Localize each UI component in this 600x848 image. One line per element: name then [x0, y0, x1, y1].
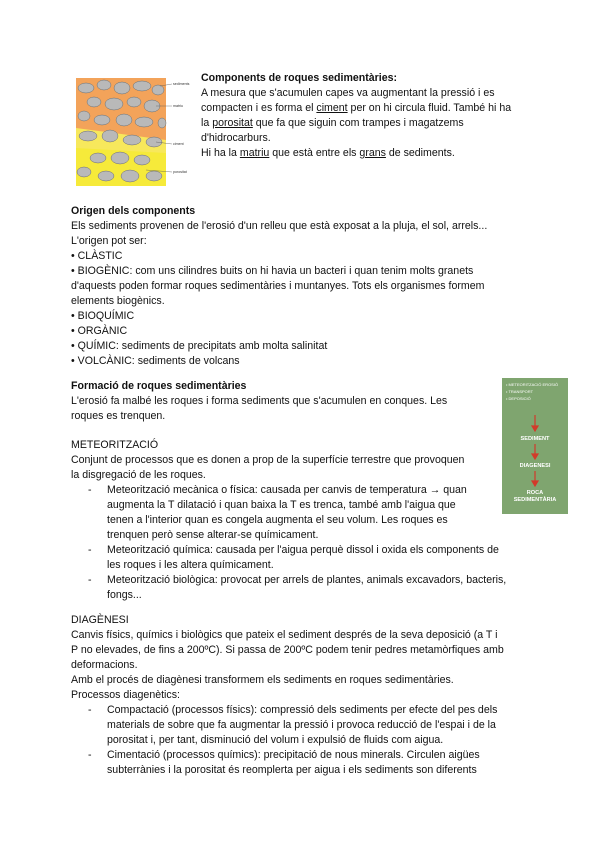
diagram-step-3: • DEPOSICIÓ: [506, 396, 531, 401]
origen-section: [71, 204, 541, 369]
components-line-4: d'hidrocarburs.: [201, 132, 271, 144]
sediment-components-figure: [76, 78, 198, 186]
components-line-5: Hi ha la matriu que està entre els grans de sediments.: [201, 147, 455, 159]
label-sediments: sediments: [173, 82, 190, 86]
meteoritzacio-section: [71, 438, 531, 483]
diagenesi-line-5: Processos diagenètics:: [71, 689, 180, 701]
diagenesi-line-1: Canvis físics, químics i biològics que pateix el sediment després de la seva deposició (a T i: [71, 629, 498, 641]
list-item: • QUÍMIC: sediments de precipitats amb molta salinitat: [71, 340, 328, 352]
list-item: • VOLCÀNIC: sediments de volcans: [71, 355, 240, 367]
list-item: d'aquests poden formar roques sedimentàries i muntanyes. Tots els organismes formem: [71, 280, 485, 292]
diagram-sedimentaria: SEDIMENTÀRIA: [513, 497, 557, 503]
list-item: - Meteorització química: causada per l'aigua perquè dissol i oxida els components de les roques i les altera químicament.: [88, 544, 499, 571]
components-line-2: compacten i es forma el ciment per on hi circula fluid. També hi ha: [201, 102, 512, 114]
list-item: • BIOQUÍMIC: [71, 310, 135, 322]
list-item: - Meteorització mecànica o física: causada per canvis de temperatura → quan augmenta la T dilatació i quan baixa la T es trenca, també amb l'aigua que tenen a l'interior quan es congela augmenta el seu volum. Les roques es trenquen però sense alterar-se químicament.: [88, 484, 467, 541]
grans-term: grans: [359, 147, 386, 159]
meteoritzacio-list: [88, 483, 527, 603]
label-ciment: ciment: [173, 142, 184, 146]
list-item: • BIOGÈNIC: com uns cilindres buits on hi havia un bacteri i quan tenim molts granets: [71, 265, 474, 277]
diagram-roca: ROCA: [526, 490, 544, 496]
diagram-sediment: SEDIMENT: [520, 436, 550, 442]
list-item: elements biogènics.: [71, 295, 165, 307]
components-title: Components de roques sedimentàries:: [201, 72, 398, 84]
meteoritzacio-line-1: Conjunt de processos que es donen a prop de la superfície terrestre que provoquen: [71, 454, 465, 466]
diagenesi-line-3: deformacions.: [71, 659, 138, 671]
sediment-layers-diagram: [76, 78, 198, 186]
list-item: - Cimentació (processos químics): precipitació de nous minerals. Circulen aigües subterrànies i la porositat és reomplerta per aigua i els sediments son diferents: [88, 749, 480, 776]
meteoritzacio-line-2: la disgregació de les roques.: [71, 469, 206, 481]
origen-line-1: Els sediments provenen de l'erosió d'un relleu que està exposat a la pluja, el sol, arrels...: [71, 220, 488, 232]
list-item: • ORGÀNIC: [71, 325, 128, 337]
porositat-term: porositat: [212, 117, 253, 129]
diagenesi-section: [71, 613, 541, 703]
label-matriu: matriu: [173, 104, 183, 108]
components-line-3: la porositat que fa que siguin com trampes i magatzems: [201, 117, 464, 129]
components-line-1: A mesura que s'acumulen capes va augmentant la pressió i es: [201, 87, 495, 99]
diagenesi-title: DIAGÈNESI: [71, 614, 129, 626]
meteoritzacio-title: METEORITZACIÓ: [71, 439, 159, 451]
list-item: • CLÀSTIC: [71, 250, 123, 262]
origen-list: [71, 249, 541, 369]
origen-title: Origen dels components: [71, 205, 196, 217]
list-item: - Compactació (processos físics): compressió dels sediments per efecte del pes dels materials de sobre que fa augmentar la pressió i provoca reducció de l'espai i de la porositat i, per tant, disminució del volum i expulsió de fluids com aigua.: [88, 704, 498, 746]
diagram-step-1: • METEORITZACIÓ EROSIÓ: [506, 382, 559, 387]
diagenesi-list: [88, 703, 527, 778]
diagenesi-line-2: P no elevades, de fins a 200ºC). Si passa de 200ºC podem tenir pedres metamòrfiques amb: [71, 644, 504, 656]
formacio-title: Formació de roques sedimentàries: [71, 380, 247, 392]
label-porositat: porositat: [173, 170, 187, 174]
formacio-line-1: L'erosió fa malbé les roques i forma sediments que s'acumulen en conques. Les: [71, 395, 448, 407]
list-item: - Meteorització biològica: provocat per arrels de plantes, animals excavadors, bacteris, fongs...: [88, 574, 507, 601]
origen-line-2: L'origen pot ser:: [71, 235, 147, 247]
ciment-term: ciment: [316, 102, 348, 114]
components-section: [201, 71, 531, 161]
diagram-diagenesi: DIAGENESI: [519, 463, 551, 469]
diagram-step-2: • TRANSPORT: [506, 389, 534, 394]
formacio-section: [71, 379, 501, 424]
diagenesi-line-4: Amb el procés de diagènesi transformem els sediments en roques sedimentàries.: [71, 674, 454, 686]
matriu-term: matriu: [239, 147, 270, 159]
formacio-line-2: roques es trenquen.: [71, 410, 166, 422]
